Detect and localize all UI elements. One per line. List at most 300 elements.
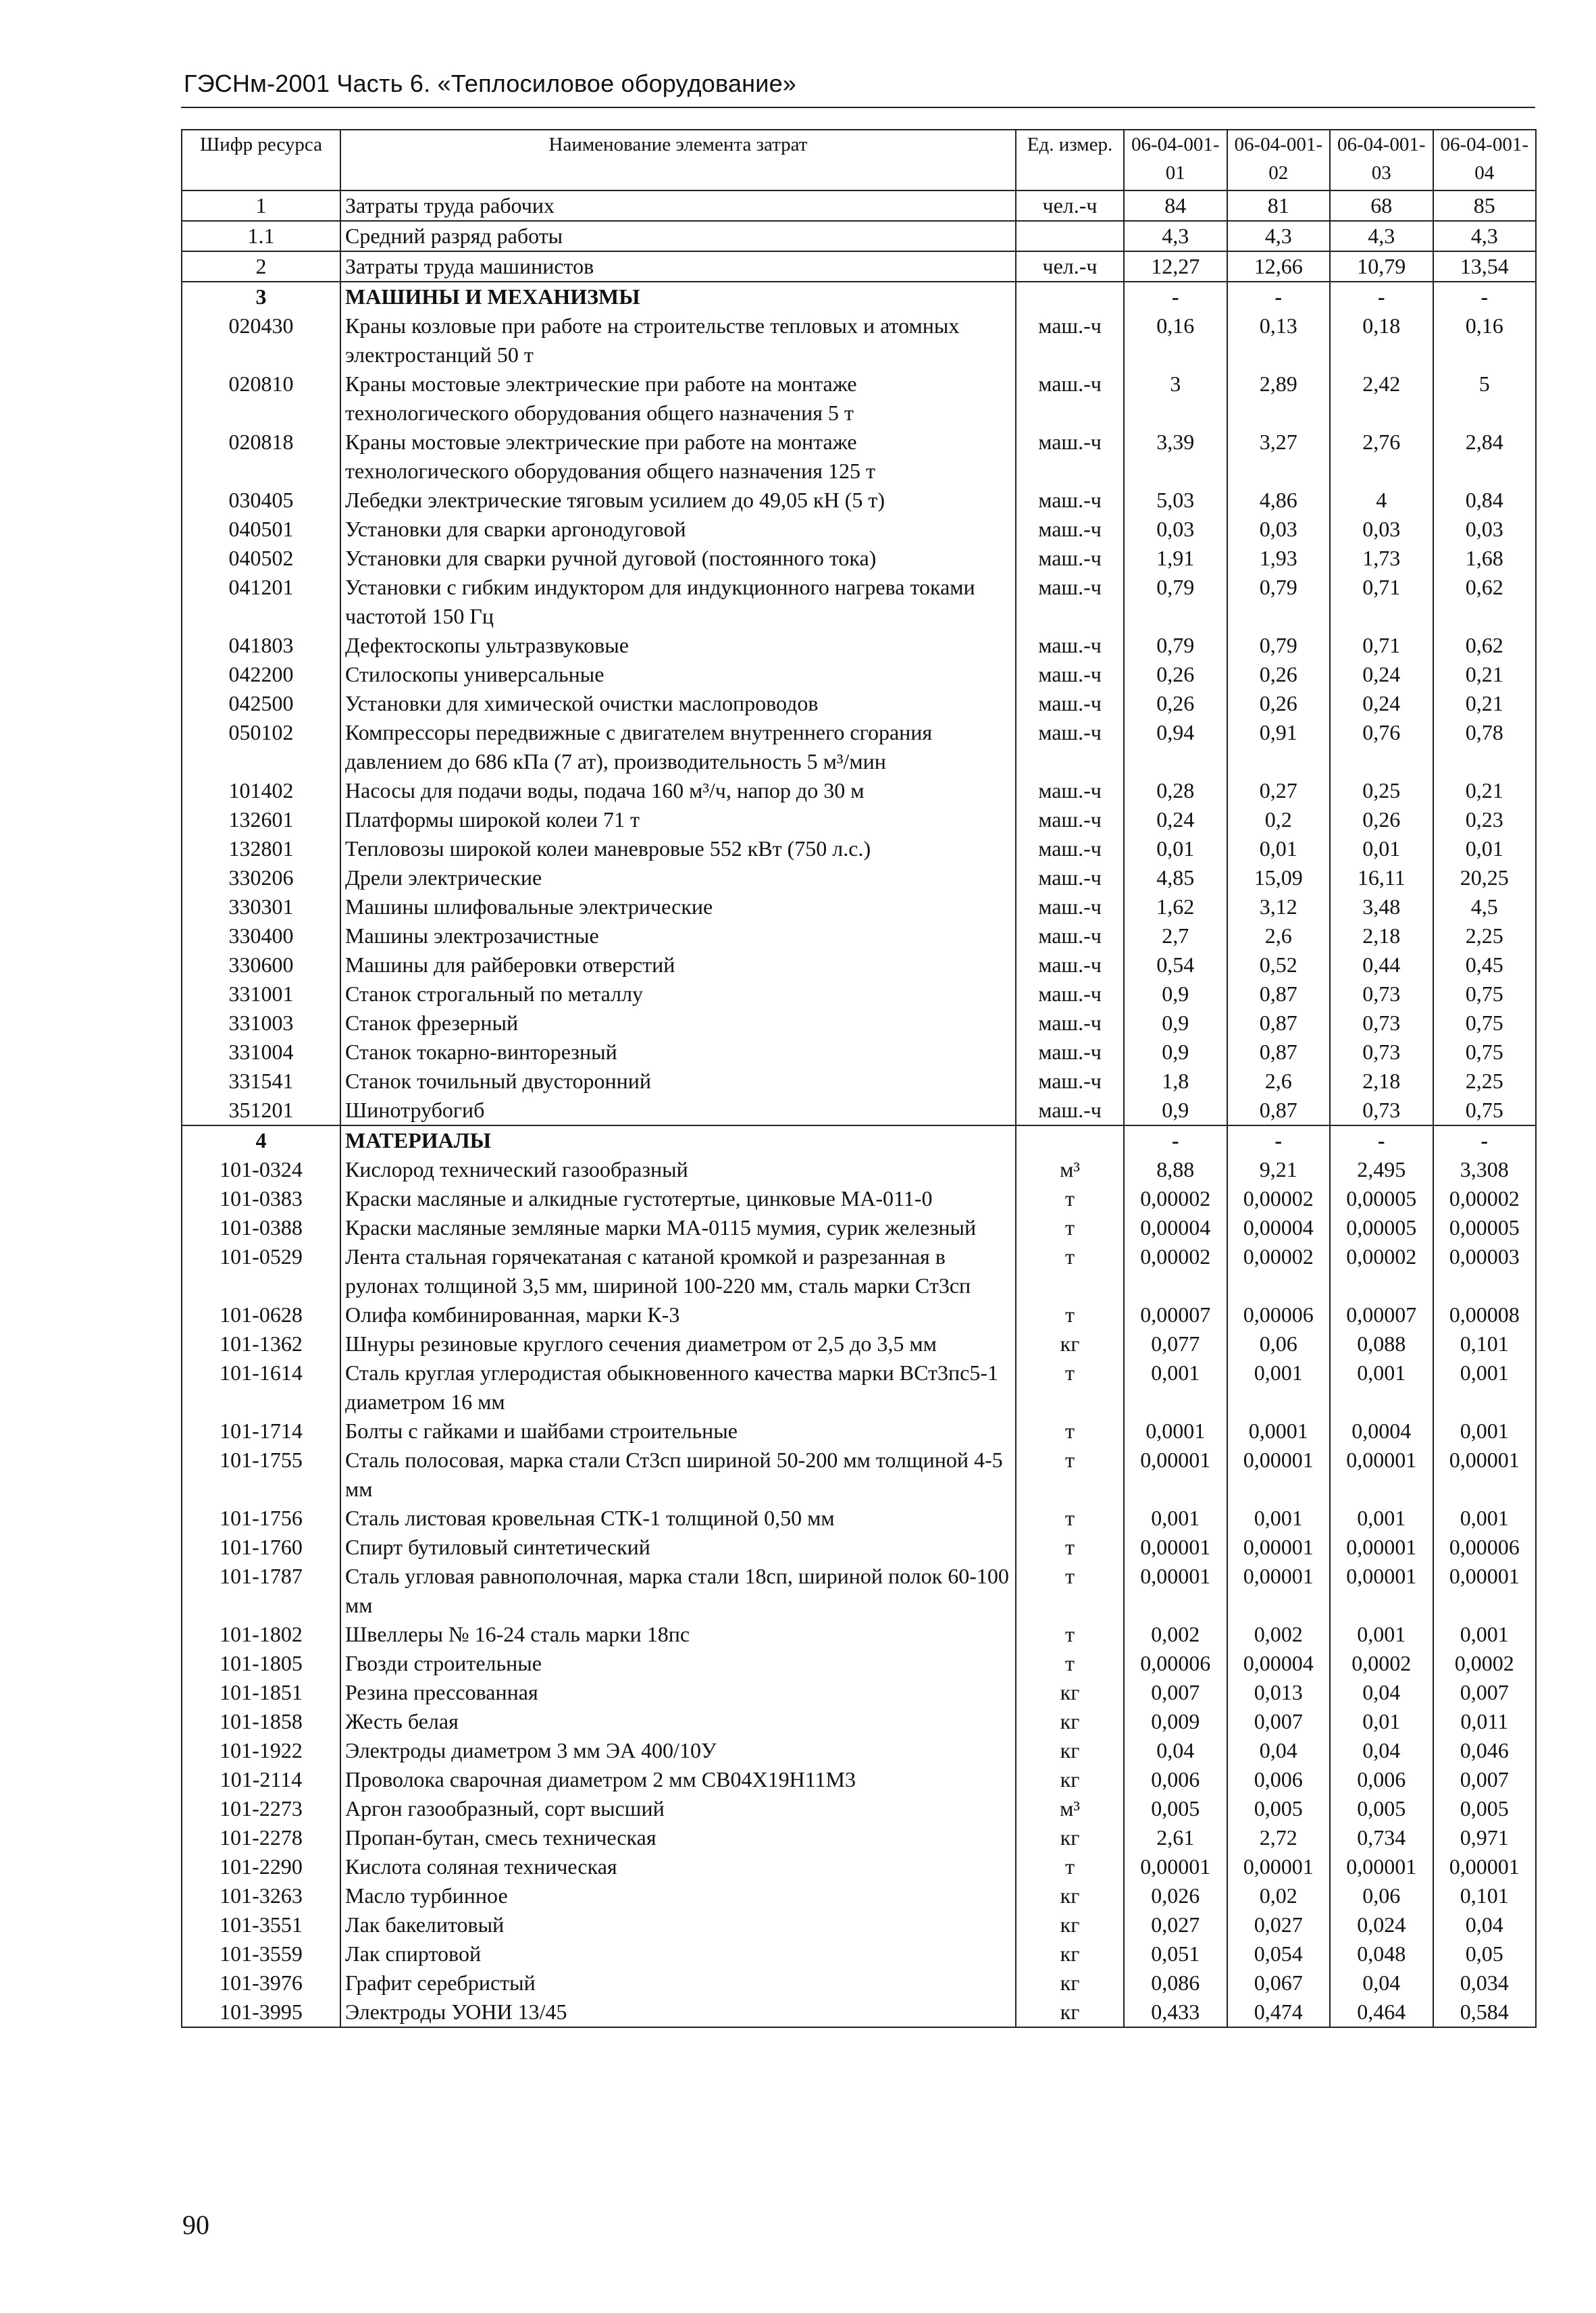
unit-cell: маш.-ч xyxy=(1016,689,1124,718)
resource-code-cell: 330206 xyxy=(182,863,340,892)
value-cell-4: 0,75 xyxy=(1433,1009,1537,1038)
resource-code-cell: 101-3976 xyxy=(182,1968,340,1998)
value-cell-3: 0,00007 xyxy=(1330,1300,1433,1329)
table-row xyxy=(182,1155,1536,1184)
value-cell-2: 0,87 xyxy=(1227,1038,1331,1067)
resource-name-cell: Насосы для подачи воды, подача 160 м³/ч, напор до 30 м xyxy=(340,776,1016,805)
value-cell-3: 10,79 xyxy=(1330,251,1433,282)
unit-cell xyxy=(1016,221,1124,251)
running-head-title: ГЭСНм-2001 Часть 6. «Теплосиловое оборудование» xyxy=(184,70,797,97)
table-row xyxy=(182,631,1536,660)
value-cell-1: 0,94 xyxy=(1124,718,1227,776)
value-cell-2: 0,013 xyxy=(1227,1678,1331,1707)
value-cell-1: 0,16 xyxy=(1124,311,1227,370)
resource-name-cell: Стилоскопы универсальные xyxy=(340,660,1016,689)
resource-name-cell: Дефектоскопы ультразвуковые xyxy=(340,631,1016,660)
value-cell-3: 0,001 xyxy=(1330,1504,1433,1533)
resource-code-cell: 101-1756 xyxy=(182,1504,340,1533)
column-header-value-1: 06-04-001-01 xyxy=(1124,130,1227,190)
resource-code-cell: 042500 xyxy=(182,689,340,718)
value-cell-4: 0,45 xyxy=(1433,950,1537,980)
resource-name-cell: Электроды УОНИ 13/45 xyxy=(340,1998,1016,2027)
table-row xyxy=(182,980,1536,1009)
unit-cell: маш.-ч xyxy=(1016,311,1124,370)
value-cell-4: 0,00006 xyxy=(1433,1533,1537,1562)
table-row xyxy=(182,515,1536,544)
value-cell-4: 0,75 xyxy=(1433,980,1537,1009)
value-cell-2: 81 xyxy=(1227,190,1331,221)
value-cell-3: 0,01 xyxy=(1330,1707,1433,1736)
value-cell-4: 0,21 xyxy=(1433,776,1537,805)
value-cell-3: 0,00002 xyxy=(1330,1242,1433,1300)
resource-code-cell: 101-3995 xyxy=(182,1998,340,2027)
unit-cell: маш.-ч xyxy=(1016,631,1124,660)
resource-code-cell: 351201 xyxy=(182,1096,340,1125)
table-row xyxy=(182,486,1536,515)
column-header-name: Наименование элемента затрат xyxy=(340,130,1016,190)
value-cell-4: 0,001 xyxy=(1433,1504,1537,1533)
resource-code-cell: 101-2273 xyxy=(182,1794,340,1823)
unit-cell: маш.-ч xyxy=(1016,805,1124,834)
value-cell-4: 0,75 xyxy=(1433,1038,1537,1067)
value-cell-1: 0,006 xyxy=(1124,1765,1227,1794)
value-cell-1: 0,00001 xyxy=(1124,1852,1227,1881)
resource-name-cell: Станок токарно-винторезный xyxy=(340,1038,1016,1067)
resource-code-cell: 030405 xyxy=(182,486,340,515)
table-row xyxy=(182,1533,1536,1562)
unit-cell: маш.-ч xyxy=(1016,980,1124,1009)
resource-name-cell: Аргон газообразный, сорт высший xyxy=(340,1794,1016,1823)
column-header-value-3: 06-04-001-03 xyxy=(1330,130,1433,190)
value-cell-3: 0,00001 xyxy=(1330,1533,1433,1562)
value-cell-2: 0,002 xyxy=(1227,1620,1331,1649)
value-cell-2: 0,00004 xyxy=(1227,1649,1331,1678)
resource-name-cell: Установки для сварки аргонодуговой xyxy=(340,515,1016,544)
resource-code-cell: 132601 xyxy=(182,805,340,834)
value-cell-1: 0,0001 xyxy=(1124,1417,1227,1446)
unit-cell xyxy=(1016,1125,1124,1155)
value-cell-4: - xyxy=(1433,282,1537,311)
value-cell-4: 0,05 xyxy=(1433,1939,1537,1968)
resource-code-cell: 1.1 xyxy=(182,221,340,251)
value-cell-2: 15,09 xyxy=(1227,863,1331,892)
value-cell-1: 0,001 xyxy=(1124,1358,1227,1417)
value-cell-4: 0,62 xyxy=(1433,631,1537,660)
value-cell-4: 0,011 xyxy=(1433,1707,1537,1736)
value-cell-3: 0,024 xyxy=(1330,1910,1433,1939)
resource-code-cell: 050102 xyxy=(182,718,340,776)
unit-cell: маш.-ч xyxy=(1016,573,1124,631)
value-cell-3: 0,06 xyxy=(1330,1881,1433,1910)
resource-name-cell: Установки для сварки ручной дуговой (постоянного тока) xyxy=(340,544,1016,573)
resource-name-cell: Машины для райберовки отверстий xyxy=(340,950,1016,980)
column-header-value-2: 06-04-001-02 xyxy=(1227,130,1331,190)
value-cell-2: 0,00002 xyxy=(1227,1242,1331,1300)
value-cell-4: 0,101 xyxy=(1433,1881,1537,1910)
value-cell-2: 0,027 xyxy=(1227,1910,1331,1939)
value-cell-1: 0,28 xyxy=(1124,776,1227,805)
table-row xyxy=(182,1446,1536,1504)
resource-code-cell: 101-1922 xyxy=(182,1736,340,1765)
table-row xyxy=(182,544,1536,573)
table-row xyxy=(182,1620,1536,1649)
resource-name-cell: Станок фрезерный xyxy=(340,1009,1016,1038)
value-cell-3: 0,464 xyxy=(1330,1998,1433,2027)
resource-code-cell: 331001 xyxy=(182,980,340,1009)
resource-name-cell: МАТЕРИАЛЫ xyxy=(340,1125,1016,1155)
value-cell-1: 0,79 xyxy=(1124,573,1227,631)
value-cell-4: 2,25 xyxy=(1433,921,1537,950)
value-cell-2: 0,005 xyxy=(1227,1794,1331,1823)
unit-cell: кг xyxy=(1016,1939,1124,1968)
table-row xyxy=(182,689,1536,718)
value-cell-2: 0,067 xyxy=(1227,1968,1331,1998)
value-cell-1: 0,002 xyxy=(1124,1620,1227,1649)
unit-cell: маш.-ч xyxy=(1016,486,1124,515)
value-cell-2: 0,054 xyxy=(1227,1939,1331,1968)
value-cell-4: 3,308 xyxy=(1433,1155,1537,1184)
unit-cell: кг xyxy=(1016,1736,1124,1765)
value-cell-2: 0,00001 xyxy=(1227,1562,1331,1620)
unit-cell: т xyxy=(1016,1213,1124,1242)
value-cell-2: 0,474 xyxy=(1227,1998,1331,2027)
unit-cell: т xyxy=(1016,1242,1124,1300)
value-cell-3: 0,44 xyxy=(1330,950,1433,980)
table-row xyxy=(182,311,1536,370)
value-cell-4: 0,005 xyxy=(1433,1794,1537,1823)
value-cell-1: 0,007 xyxy=(1124,1678,1227,1707)
value-cell-1: 0,00001 xyxy=(1124,1533,1227,1562)
value-cell-3: - xyxy=(1330,282,1433,311)
value-cell-2: 0,91 xyxy=(1227,718,1331,776)
value-cell-3: 0,24 xyxy=(1330,689,1433,718)
table-row xyxy=(182,834,1536,863)
resource-code-cell: 020430 xyxy=(182,311,340,370)
value-cell-2: 3,12 xyxy=(1227,892,1331,921)
resource-name-cell: Гвозди строительные xyxy=(340,1649,1016,1678)
resource-code-cell: 101-1714 xyxy=(182,1417,340,1446)
table-row xyxy=(182,1852,1536,1881)
resource-name-cell: Дрели электрические xyxy=(340,863,1016,892)
value-cell-1: 0,9 xyxy=(1124,1009,1227,1038)
value-cell-4: 0,007 xyxy=(1433,1678,1537,1707)
resource-code-cell: 020810 xyxy=(182,370,340,428)
value-cell-1: 0,01 xyxy=(1124,834,1227,863)
value-cell-3: 0,006 xyxy=(1330,1765,1433,1794)
value-cell-1: - xyxy=(1124,282,1227,311)
value-cell-3: 16,11 xyxy=(1330,863,1433,892)
resource-code-cell: 330301 xyxy=(182,892,340,921)
value-cell-2: 0,26 xyxy=(1227,660,1331,689)
table-row xyxy=(182,1009,1536,1038)
value-cell-2: 0,0001 xyxy=(1227,1417,1331,1446)
table-row xyxy=(182,776,1536,805)
value-cell-4: 0,01 xyxy=(1433,834,1537,863)
value-cell-3: 0,00001 xyxy=(1330,1446,1433,1504)
resource-name-cell: Лак спиртовой xyxy=(340,1939,1016,1968)
value-cell-1: 0,051 xyxy=(1124,1939,1227,1968)
value-cell-4: 5 xyxy=(1433,370,1537,428)
value-cell-2: 0,00006 xyxy=(1227,1300,1331,1329)
unit-cell: маш.-ч xyxy=(1016,1038,1124,1067)
unit-cell: кг xyxy=(1016,1707,1124,1736)
value-cell-2: 0,01 xyxy=(1227,834,1331,863)
resource-code-cell: 331541 xyxy=(182,1067,340,1096)
value-cell-4: 0,84 xyxy=(1433,486,1537,515)
value-cell-1: 0,04 xyxy=(1124,1736,1227,1765)
resource-code-cell: 1 xyxy=(182,190,340,221)
resource-code-cell: 2 xyxy=(182,251,340,282)
value-cell-1: 0,001 xyxy=(1124,1504,1227,1533)
resource-name-cell: Кислород технический газообразный xyxy=(340,1155,1016,1184)
value-cell-1: 0,24 xyxy=(1124,805,1227,834)
resource-code-cell: 331004 xyxy=(182,1038,340,1067)
table-row xyxy=(182,1736,1536,1765)
resource-code-cell: 101-2114 xyxy=(182,1765,340,1794)
table-row xyxy=(182,190,1536,221)
table-row xyxy=(182,1765,1536,1794)
resource-code-cell: 101-0628 xyxy=(182,1300,340,1329)
resource-code-cell: 101-3551 xyxy=(182,1910,340,1939)
unit-cell xyxy=(1016,282,1124,311)
resource-name-cell: Сталь угловая равнополочная, марка стали 18сп, шириной полок 60-100 мм xyxy=(340,1562,1016,1620)
resource-name-cell: Электроды диаметром 3 мм ЭА 400/10У xyxy=(340,1736,1016,1765)
resource-name-cell: Пропан-бутан, смесь техническая xyxy=(340,1823,1016,1852)
table-row xyxy=(182,1562,1536,1620)
unit-cell: т xyxy=(1016,1504,1124,1533)
value-cell-1: 0,79 xyxy=(1124,631,1227,660)
value-cell-4: 0,00003 xyxy=(1433,1242,1537,1300)
page-number: 90 xyxy=(182,2210,209,2240)
value-cell-4: 0,00008 xyxy=(1433,1300,1537,1329)
resource-code-cell: 040502 xyxy=(182,544,340,573)
value-cell-2: 0,006 xyxy=(1227,1765,1331,1794)
table-row xyxy=(182,660,1536,689)
table-row xyxy=(182,1213,1536,1242)
table-row xyxy=(182,1067,1536,1096)
value-cell-1: 0,00001 xyxy=(1124,1446,1227,1504)
value-cell-2: 0,27 xyxy=(1227,776,1331,805)
value-cell-4: 4,5 xyxy=(1433,892,1537,921)
table-row xyxy=(182,1794,1536,1823)
unit-cell: чел.-ч xyxy=(1016,251,1124,282)
value-cell-2: 3,27 xyxy=(1227,428,1331,486)
value-cell-4: 0,00005 xyxy=(1433,1213,1537,1242)
value-cell-1: 2,61 xyxy=(1124,1823,1227,1852)
unit-cell: маш.-ч xyxy=(1016,1009,1124,1038)
resource-name-cell: Проволока сварочная диаметром 2 мм СВ04Х19Н11М3 xyxy=(340,1765,1016,1794)
resource-name-cell: Машины шлифовальные электрические xyxy=(340,892,1016,921)
value-cell-1: 1,91 xyxy=(1124,544,1227,573)
value-cell-3: 0,04 xyxy=(1330,1736,1433,1765)
unit-cell: маш.-ч xyxy=(1016,718,1124,776)
unit-cell: м³ xyxy=(1016,1794,1124,1823)
resource-code-cell: 042200 xyxy=(182,660,340,689)
table-row xyxy=(182,1823,1536,1852)
value-cell-3: 0,76 xyxy=(1330,718,1433,776)
resource-code-cell: 040501 xyxy=(182,515,340,544)
value-cell-4: 0,03 xyxy=(1433,515,1537,544)
value-cell-1: 0,9 xyxy=(1124,1038,1227,1067)
resource-name-cell: Олифа комбинированная, марки К-3 xyxy=(340,1300,1016,1329)
unit-cell: маш.-ч xyxy=(1016,892,1124,921)
table-row xyxy=(182,1184,1536,1213)
unit-cell: т xyxy=(1016,1358,1124,1417)
value-cell-3: 4 xyxy=(1330,486,1433,515)
table-row xyxy=(182,718,1536,776)
unit-cell: маш.-ч xyxy=(1016,950,1124,980)
value-cell-1: 0,086 xyxy=(1124,1968,1227,1998)
resource-code-cell: 101-1362 xyxy=(182,1329,340,1358)
value-cell-2: 0,06 xyxy=(1227,1329,1331,1358)
value-cell-2: 0,04 xyxy=(1227,1736,1331,1765)
value-cell-3: 0,0002 xyxy=(1330,1649,1433,1678)
table-row xyxy=(182,1038,1536,1067)
table-row xyxy=(182,1968,1536,1998)
value-cell-1: 0,54 xyxy=(1124,950,1227,980)
resource-name-cell: МАШИНЫ И МЕХАНИЗМЫ xyxy=(340,282,1016,311)
value-cell-1: 0,00006 xyxy=(1124,1649,1227,1678)
value-cell-3: 0,01 xyxy=(1330,834,1433,863)
unit-cell: кг xyxy=(1016,1678,1124,1707)
value-cell-2: - xyxy=(1227,282,1331,311)
resource-name-cell: Станок строгальный по металлу xyxy=(340,980,1016,1009)
resource-name-cell: Установки для химической очистки маслопроводов xyxy=(340,689,1016,718)
table-row xyxy=(182,1678,1536,1707)
unit-cell: маш.-ч xyxy=(1016,776,1124,805)
unit-cell: маш.-ч xyxy=(1016,1067,1124,1096)
resource-code-cell: 132801 xyxy=(182,834,340,863)
value-cell-2: 0,001 xyxy=(1227,1504,1331,1533)
resource-name-cell: Жесть белая xyxy=(340,1707,1016,1736)
resource-name-cell: Болты с гайками и шайбами строительные xyxy=(340,1417,1016,1446)
value-cell-1: 2,7 xyxy=(1124,921,1227,950)
value-cell-2: 0,52 xyxy=(1227,950,1331,980)
resource-code-cell: 330600 xyxy=(182,950,340,980)
resource-code-cell: 101-3559 xyxy=(182,1939,340,1968)
value-cell-1: 0,00007 xyxy=(1124,1300,1227,1329)
value-cell-4: 0,034 xyxy=(1433,1968,1537,1998)
resource-table xyxy=(181,129,1537,2028)
value-cell-2: 0,26 xyxy=(1227,689,1331,718)
value-cell-3: 0,0004 xyxy=(1330,1417,1433,1446)
unit-cell: т xyxy=(1016,1417,1124,1446)
resource-code-cell: 101-1802 xyxy=(182,1620,340,1649)
resource-code-cell: 101-3263 xyxy=(182,1881,340,1910)
value-cell-3: 1,73 xyxy=(1330,544,1433,573)
unit-cell: кг xyxy=(1016,1329,1124,1358)
column-header-value-4: 06-04-001-04 xyxy=(1433,130,1537,190)
value-cell-2: 0,02 xyxy=(1227,1881,1331,1910)
value-cell-3: 0,73 xyxy=(1330,1096,1433,1125)
value-cell-1: 8,88 xyxy=(1124,1155,1227,1184)
table-row xyxy=(182,863,1536,892)
value-cell-2: 0,79 xyxy=(1227,631,1331,660)
value-cell-1: 0,03 xyxy=(1124,515,1227,544)
value-cell-3: 0,26 xyxy=(1330,805,1433,834)
value-cell-3: 2,18 xyxy=(1330,1067,1433,1096)
value-cell-1: 0,027 xyxy=(1124,1910,1227,1939)
value-cell-4: 0,007 xyxy=(1433,1765,1537,1794)
resource-code-cell: 101-1851 xyxy=(182,1678,340,1707)
table-row xyxy=(182,1910,1536,1939)
resource-code-cell: 101-2290 xyxy=(182,1852,340,1881)
unit-cell: т xyxy=(1016,1184,1124,1213)
resource-name-cell: Спирт бутиловый синтетический xyxy=(340,1533,1016,1562)
table-row xyxy=(182,1096,1536,1125)
resource-name-cell: Шнуры резиновые круглого сечения диаметром от 2,5 до 3,5 мм xyxy=(340,1329,1016,1358)
table-row xyxy=(182,1242,1536,1300)
value-cell-3: 0,18 xyxy=(1330,311,1433,370)
table-row xyxy=(182,573,1536,631)
value-cell-2: 2,89 xyxy=(1227,370,1331,428)
value-cell-2: 12,66 xyxy=(1227,251,1331,282)
value-cell-3: 0,00005 xyxy=(1330,1184,1433,1213)
resource-code-cell: 101-1805 xyxy=(182,1649,340,1678)
resource-code-cell: 101-1755 xyxy=(182,1446,340,1504)
unit-cell: маш.-ч xyxy=(1016,428,1124,486)
value-cell-1: 4,85 xyxy=(1124,863,1227,892)
resource-name-cell: Лента стальная горячекатаная с катаной кромкой и разрезанная в рулонах толщиной 3,5 мм, шириной 100-220 мм, сталь марки Ст3сп xyxy=(340,1242,1016,1300)
value-cell-2: 0,13 xyxy=(1227,311,1331,370)
value-cell-2: 9,21 xyxy=(1227,1155,1331,1184)
value-cell-4: 0,0002 xyxy=(1433,1649,1537,1678)
value-cell-1: 3 xyxy=(1124,370,1227,428)
value-cell-1: 0,433 xyxy=(1124,1998,1227,2027)
table-row xyxy=(182,1707,1536,1736)
value-cell-3: 0,734 xyxy=(1330,1823,1433,1852)
unit-cell: кг xyxy=(1016,1765,1124,1794)
value-cell-1: 1,62 xyxy=(1124,892,1227,921)
value-cell-4: 4,3 xyxy=(1433,221,1537,251)
value-cell-2: 0,00002 xyxy=(1227,1184,1331,1213)
resource-code-cell: 101-1787 xyxy=(182,1562,340,1620)
table-row xyxy=(182,1998,1536,2027)
value-cell-2: 0,87 xyxy=(1227,1009,1331,1038)
unit-cell: т xyxy=(1016,1620,1124,1649)
value-cell-4: 0,00001 xyxy=(1433,1852,1537,1881)
unit-cell: т xyxy=(1016,1446,1124,1504)
value-cell-1: 0,077 xyxy=(1124,1329,1227,1358)
value-cell-3: 0,088 xyxy=(1330,1329,1433,1358)
value-cell-1: 0,005 xyxy=(1124,1794,1227,1823)
value-cell-1: 0,00004 xyxy=(1124,1213,1227,1242)
resource-name-cell: Сталь листовая кровельная СТК-1 толщиной 0,50 мм xyxy=(340,1504,1016,1533)
unit-cell: чел.-ч xyxy=(1016,190,1124,221)
value-cell-1: 0,009 xyxy=(1124,1707,1227,1736)
value-cell-2: 0,2 xyxy=(1227,805,1331,834)
value-cell-4: 0,001 xyxy=(1433,1417,1537,1446)
resource-name-cell: Станок точильный двусторонний xyxy=(340,1067,1016,1096)
value-cell-3: 68 xyxy=(1330,190,1433,221)
table-row xyxy=(182,950,1536,980)
value-cell-2: 2,6 xyxy=(1227,1067,1331,1096)
resource-code-cell: 4 xyxy=(182,1125,340,1155)
value-cell-1: 12,27 xyxy=(1124,251,1227,282)
unit-cell: маш.-ч xyxy=(1016,544,1124,573)
table-row xyxy=(182,1649,1536,1678)
value-cell-4: 0,16 xyxy=(1433,311,1537,370)
value-cell-3: 3,48 xyxy=(1330,892,1433,921)
table-row xyxy=(182,1300,1536,1329)
unit-cell: маш.-ч xyxy=(1016,515,1124,544)
resource-name-cell: Краны мостовые электрические при работе на монтаже технологического оборудования общего назначения 125 т xyxy=(340,428,1016,486)
value-cell-3: 0,005 xyxy=(1330,1794,1433,1823)
resource-name-cell: Затраты труда машинистов xyxy=(340,251,1016,282)
resource-name-cell: Краски масляные земляные марки МА-0115 мумия, сурик железный xyxy=(340,1213,1016,1242)
value-cell-4: 1,68 xyxy=(1433,544,1537,573)
resource-name-cell: Сталь круглая углеродистая обыкновенного качества марки ВСт3пс5-1 диаметром 16 мм xyxy=(340,1358,1016,1417)
